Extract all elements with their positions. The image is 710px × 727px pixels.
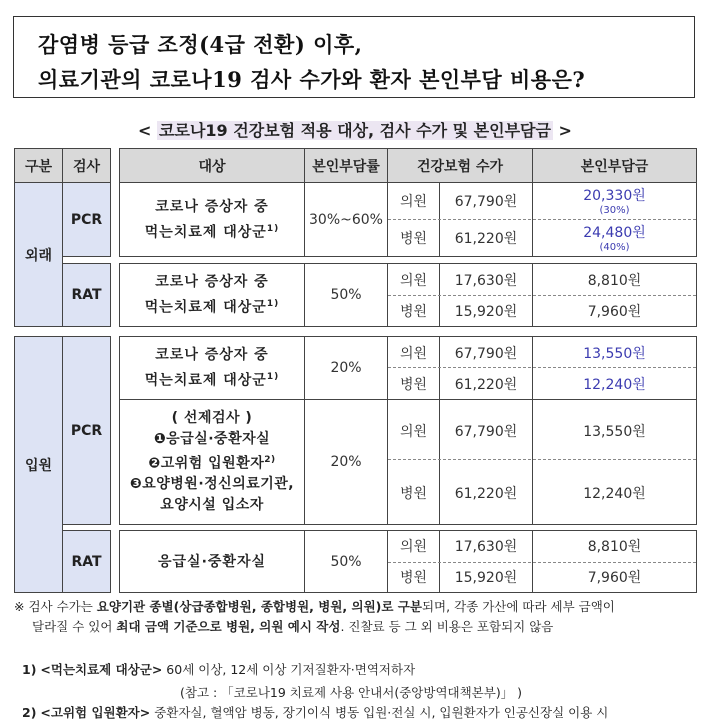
test-inpatient-pcr: PCR (62, 336, 111, 525)
header-copay: 본인부담금 (532, 148, 697, 183)
fee-value: 61,220원 (454, 230, 518, 247)
caption-bracket-right: > (558, 121, 572, 140)
target-outpatient-rat (119, 263, 305, 327)
footnote-ref: 1) (266, 372, 280, 383)
target-line: 요양시설 입소자 (160, 497, 264, 514)
title-box (13, 16, 695, 98)
footnote-1 (22, 660, 415, 678)
copay-rate-inpatient-pcr-1 (304, 336, 388, 400)
category-inpatient: 입원 (14, 336, 63, 593)
footnote-ref: 1) (266, 223, 280, 234)
copay-rate-outpatient-rat (304, 263, 388, 327)
note-text: . 진찰료 등 그 외 비용은 포함되지 않음 (340, 619, 554, 634)
test-inpatient-rat: RAT (62, 530, 111, 593)
header-test: 검사 (62, 148, 111, 183)
copay-note: (40%) (599, 241, 630, 253)
fee-value: 17,630원 (454, 272, 518, 289)
fee-value: 67,790원 (454, 345, 518, 362)
copay-value: 13,550원 (583, 424, 646, 440)
facility-col (387, 399, 440, 525)
copay-rate-inpatient-rat (304, 530, 388, 593)
note-bold: 최대 금액 기준으로 병원, 의원 예시 작성 (116, 619, 341, 634)
header-category: 구분 (14, 148, 63, 183)
fee-value: 67,790원 (454, 424, 518, 440)
fee-value: 61,220원 (454, 486, 518, 502)
table-note (14, 597, 704, 637)
fee-col (439, 399, 533, 525)
title-line-1: 감염병 등급 조정(4급 전환) 이후, (38, 32, 363, 57)
copay-rate-value: 50% (330, 553, 362, 570)
copay-col (532, 399, 697, 525)
header-insurance-fee: 건강보험 수가 (387, 148, 533, 183)
footnote-ref: 1) (266, 299, 280, 310)
footnote-number: 1) (22, 662, 37, 677)
copay-value: 24,480원 (583, 224, 646, 241)
category-outpatient: 외래 (14, 182, 63, 327)
target-line: 코로나 증상자 중 (155, 198, 269, 215)
copay-value: 8,810원 (587, 272, 642, 289)
fee-value: 15,920원 (454, 303, 518, 320)
copay-value: 7,960원 (587, 303, 642, 320)
fee-col (439, 336, 533, 400)
copay-rate-inpatient-pcr-2 (304, 399, 388, 525)
facility-hospital: 병원 (399, 303, 428, 320)
test-outpatient-pcr: PCR (62, 182, 111, 257)
footnote-number: 2) (22, 705, 37, 720)
facility-hospital: 병원 (399, 486, 428, 502)
target-line: ❸요양병원·정신의료기관, (129, 476, 295, 493)
caption-text: 코로나19 건강보험 적용 대상, 검사 수가 및 본인부담금 (159, 121, 551, 140)
facility-clinic: 의원 (399, 345, 428, 362)
target-line: 먹는치료제 대상군 (144, 224, 267, 241)
footnote-label: <먹는치료제 대상군> (40, 662, 163, 677)
note-text: 되며, 각종 가산에 따라 세부 금액이 (421, 599, 615, 614)
copay-rate-value: 30%~60% (309, 211, 383, 228)
footnote-2 (22, 703, 608, 721)
test-outpatient-rat: RAT (62, 263, 111, 327)
target-line: ❶응급실·중환자실 (153, 430, 271, 447)
target-line: 먹는치료제 대상군 (144, 299, 267, 316)
copay-note: (30%) (599, 205, 630, 217)
fee-value: 61,220원 (454, 376, 518, 393)
copay-rate-value: 50% (330, 287, 362, 303)
title-line-2: 의료기관의 코로나19 검사 수가와 환자 본인부담 비용은? (38, 67, 586, 92)
header-copay-rate: 본인부담률 (304, 148, 388, 183)
copay-value: 12,240원 (583, 376, 646, 393)
facility-clinic: 의원 (399, 424, 428, 440)
facility-hospital: 병원 (399, 569, 428, 586)
copay-value: 12,240원 (583, 486, 646, 502)
target-line: 먹는치료제 대상군 (144, 372, 267, 389)
table-caption (0, 118, 710, 141)
target-line: 코로나 증상자 중 (155, 347, 269, 364)
facility-clinic: 의원 (399, 194, 428, 211)
facility-col (387, 336, 440, 400)
note-text: 검사 수가는 (28, 599, 97, 614)
target-line: ( 선제검사 ) (171, 409, 253, 426)
facility-hospital: 병원 (399, 230, 428, 247)
target-inpatient-rat (119, 530, 305, 593)
target-line: 응급실·중환자실 (158, 553, 266, 570)
target-inpatient-pcr-preemptive (119, 399, 305, 525)
copay-value: 7,960원 (587, 569, 642, 586)
facility-clinic: 의원 (399, 539, 428, 556)
target-line: 코로나 증상자 중 (155, 274, 269, 291)
copay-value: 13,550원 (583, 345, 646, 362)
copay-rate-value: 20% (330, 454, 362, 470)
fee-value: 67,790원 (454, 194, 518, 211)
note-bold: 요양기관 종별(상급종합병원, 종합병원, 병원, 의원)로 구분 (96, 599, 422, 614)
row-divider (388, 562, 696, 563)
copay-rate-outpatient-pcr (304, 182, 388, 257)
row-divider (388, 459, 696, 460)
row-divider (388, 219, 696, 220)
note-mark: ※ (14, 599, 25, 614)
row-divider (388, 295, 696, 296)
copay-value: 8,810원 (587, 539, 642, 556)
caption-bracket-left: < (138, 121, 152, 140)
copay-col (532, 336, 697, 400)
target-line: ❷고위험 입원환자 (148, 455, 265, 472)
footnote-reference: (참고 : 「코로나19 치료제 사용 안내서(중앙방역대책본부)」 ) (180, 685, 523, 700)
header-target: 대상 (119, 148, 305, 183)
target-inpatient-pcr-symptomatic (119, 336, 305, 400)
note-text: 달라질 수 있어 (32, 619, 117, 634)
copay-value: 20,330원 (583, 188, 646, 205)
footnote-text: 60세 이상, 12세 이상 기저질환자·면역저하자 (162, 662, 416, 677)
fee-value: 15,920원 (454, 569, 518, 586)
footnote-ref: 2) (264, 454, 276, 465)
facility-clinic: 의원 (399, 272, 428, 289)
copay-rate-value: 20% (330, 360, 362, 376)
footnote-text: 중환자실, 혈액암 병동, 장기이식 병동 입원·전실 시, 입원환자가 인공신장실 이용 시 (150, 705, 609, 720)
target-outpatient-pcr (119, 182, 305, 257)
row-divider (388, 367, 696, 368)
facility-hospital: 병원 (399, 376, 428, 393)
fee-value: 17,630원 (454, 539, 518, 556)
footnote-label: <고위험 입원환자> (40, 705, 151, 720)
